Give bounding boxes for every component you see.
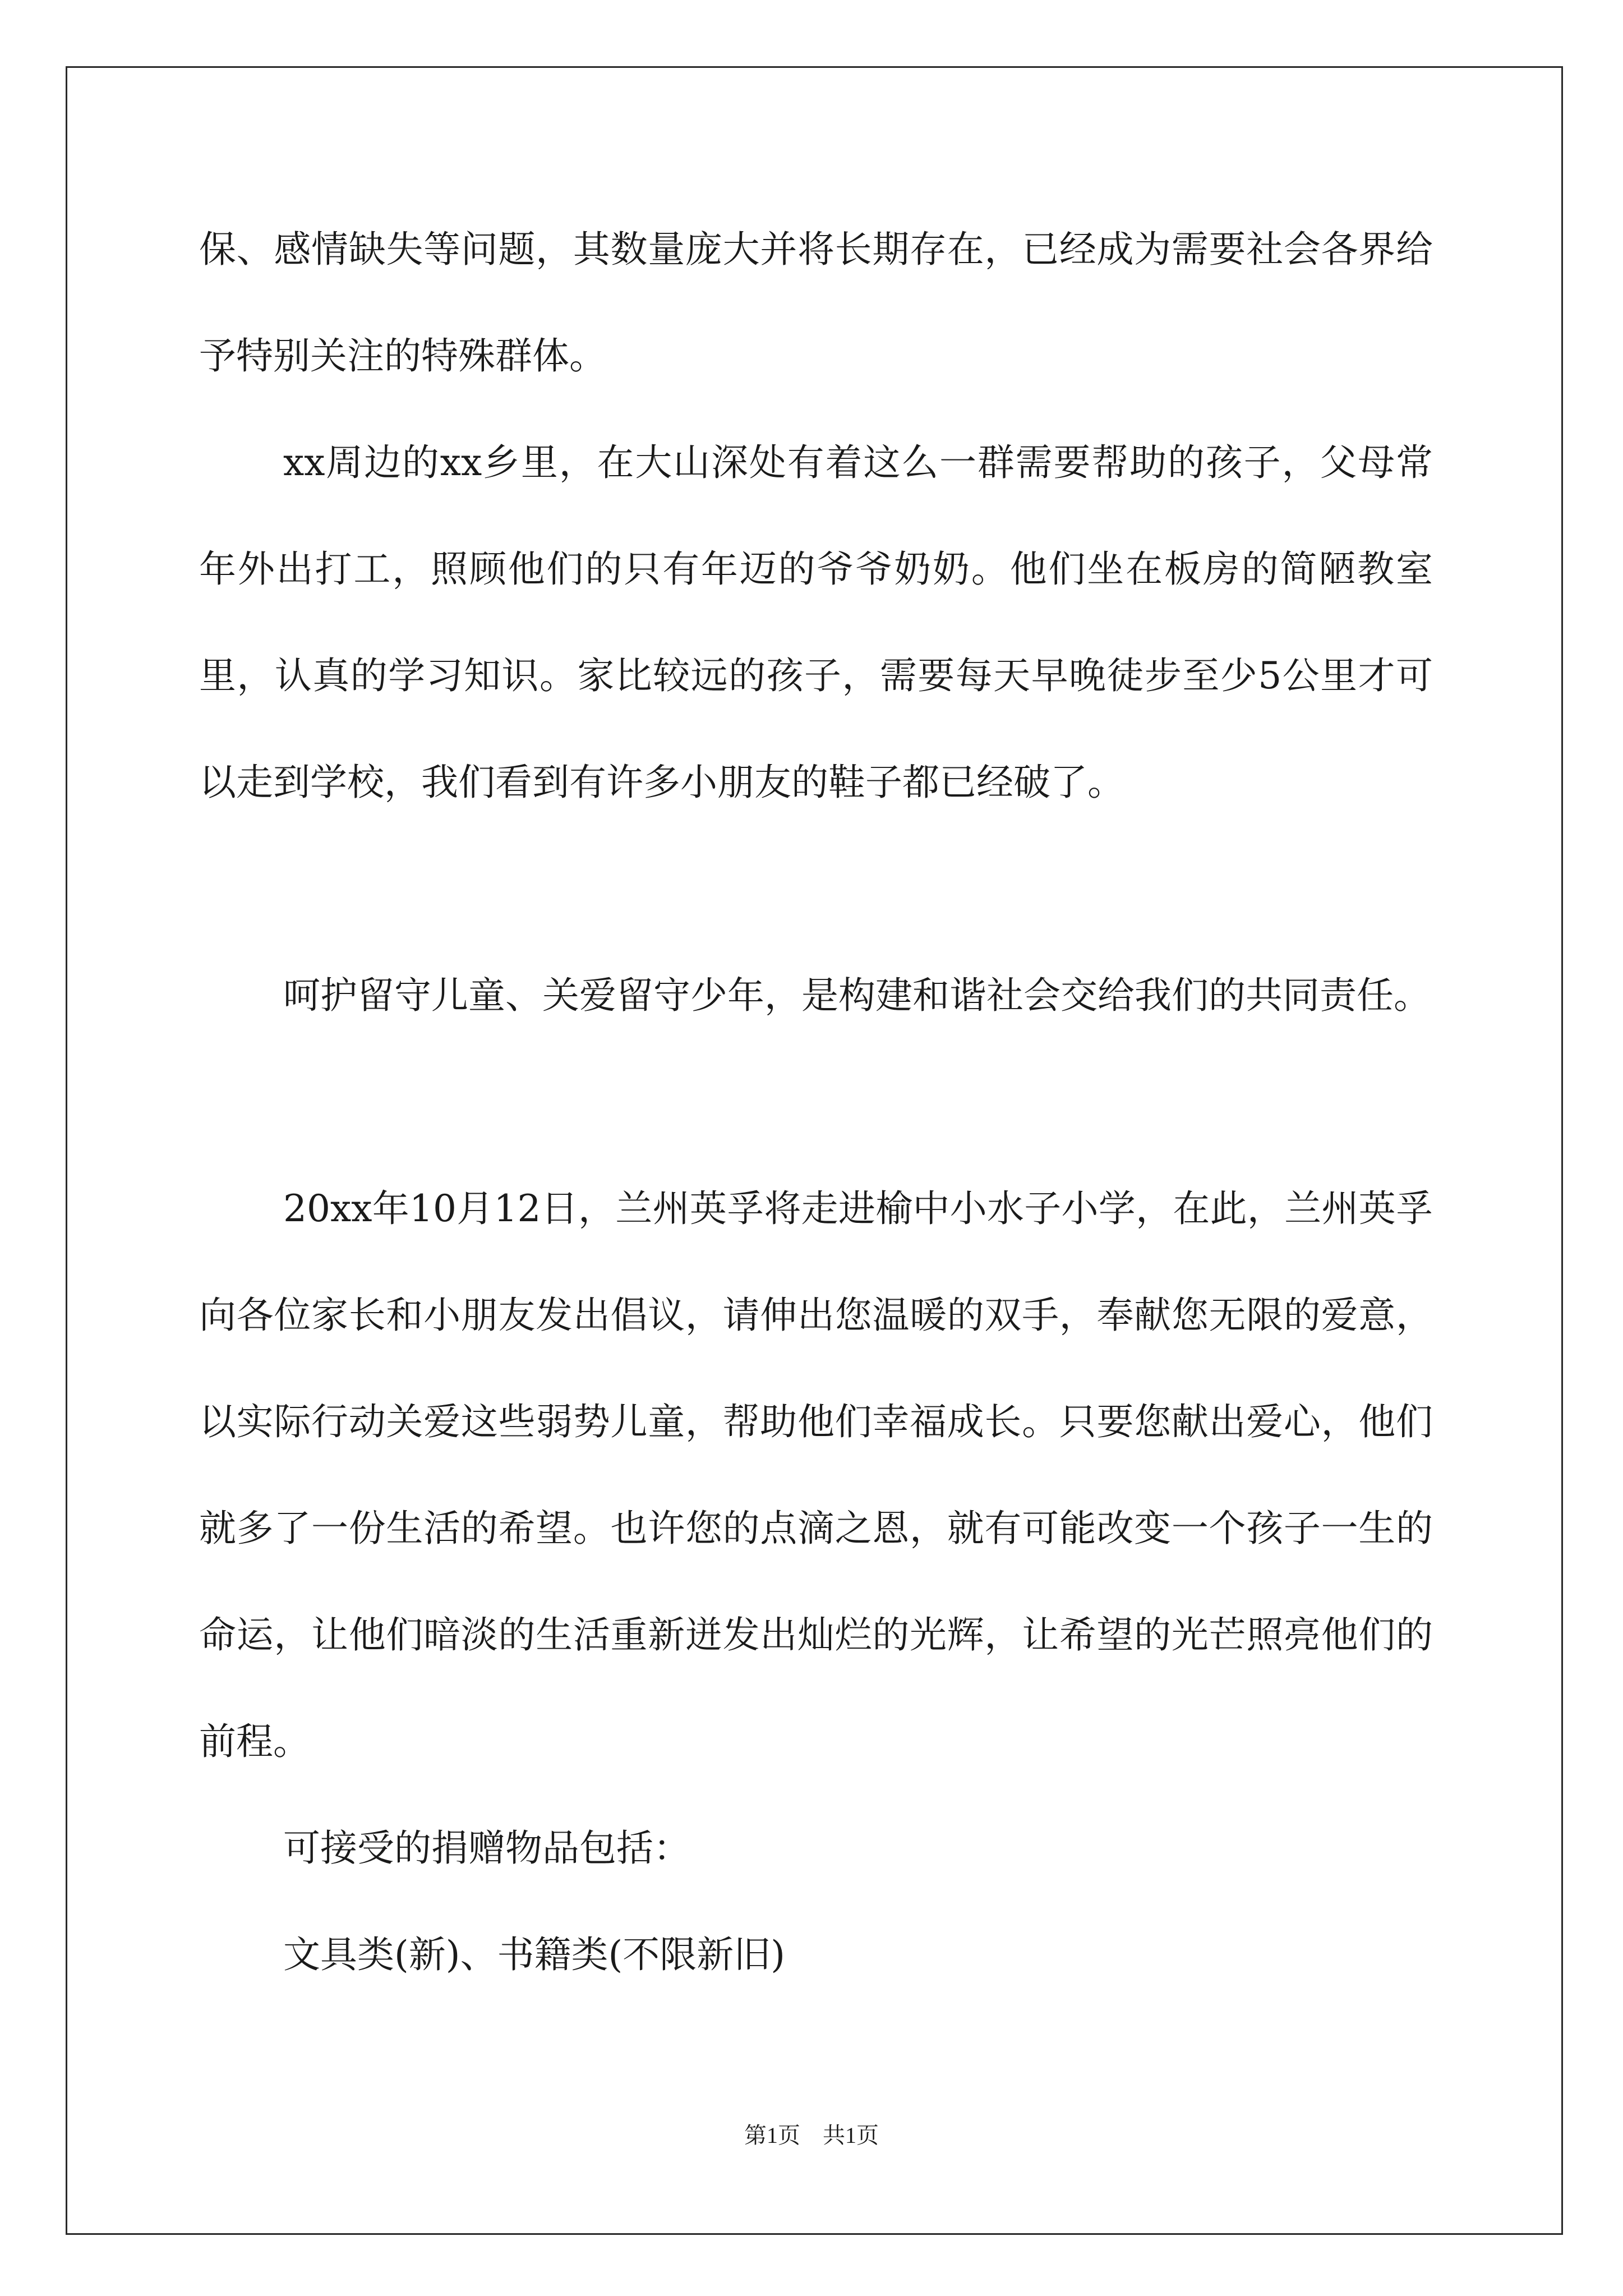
paragraph-village-children: xx周边的xx乡里，在大山深处有着这么一群需要帮助的孩子，父母常年外出打工，照顾他们的只有年迈的爷爷奶奶。他们坐在板房的简陋教室里，认真的学习知识。家比较远的孩子，需要每天早晚徒步至少5公里才可以走到学校，我们看到有许多小朋友的鞋子都已经破了。 [199, 441, 1433, 804]
paragraph-initiative: 20xx年10月12日，兰州英孚将走进榆中小水子小学，在此，兰州英孚向各位家长和小朋友发出倡议，请伸出您温暖的双手，奉献您无限的爱意，以实际行动关爱这些弱势儿童，帮助他们幸福成长。只要您献出爱心，他们就多了一份生活的希望。也许您的点滴之恩，就有可能改变一个孩子一生的命运，让他们暗淡的生活重新迸发出灿烂的光辉，让希望的光芒照亮他们的前程。 [199, 1187, 1433, 1763]
page-footer: 第1页 共1页 [744, 2123, 879, 2148]
paragraph-continued: 保、感情缺失等问题，其数量庞大并将长期存在，已经成为需要社会各界给予特别关注的特殊群体。 [199, 228, 1433, 378]
paragraph-responsibility: 呵护留守儿童、关爱留守少年，是构建和谐社会交给我们的共同责任。 [283, 974, 1431, 1017]
paragraph-donation-items-intro: 可接受的捐赠物品包括： [283, 1826, 690, 1870]
paragraph-donation-items: 文具类(新)、书籍类(不限新旧) [283, 1933, 785, 1976]
